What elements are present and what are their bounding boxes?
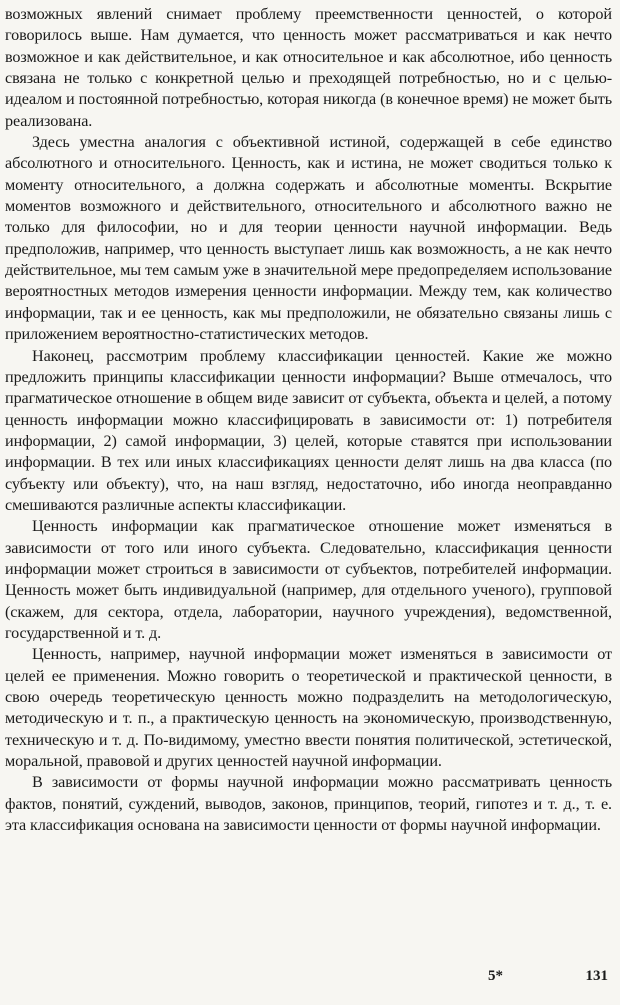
printer-signature: 5* xyxy=(488,968,503,984)
page-number: 131 xyxy=(585,968,608,984)
paragraph-4: Ценность информации как прагматическое отношение может изменяться в зависимости от того или иного субъекта. Следовательно, классификация ценности информации может строиться в зависимости от субъектов, потребителей информации. Ценность может быть индивидуальной (например, для отдельного ученого), групповой (скажем, для сектора, отдела, лаборатории, научного учреждения), ведомственной, государственной и т. д. xyxy=(5,517,612,642)
page-footer xyxy=(0,968,620,992)
page-body xyxy=(5,4,612,836)
paragraph-1: возможных явлений снимает проблему преемственности ценностей, о которой говорилось выше. Нам думается, что ценность может рассматриваться и как нечто возможное и как действительное, и как относительное и как абсолютное, ибо ценность связана не только с конкретной целью и преходящей потребностью, но и с целью-идеалом и постоянной потребностью, которая никогда (в конечное время) не может быть реализована. xyxy=(5,5,612,130)
paragraph-6: В зависимости от формы научной информации можно рассматривать ценность фактов, понятий, суждений, выводов, законов, принципов, теорий, гипотез и т. д., т. е. эта классификация основана на зависимости ценности от формы научной информации. xyxy=(5,773,612,835)
paragraph-5: Ценность, например, научной информации может изменяться в зависимости от целей ее применения. Можно говорить о теоретической и практической ценности, в свою очередь теоретическую ценность можно подразделить на методологическую, методическую и т. п., а практическую ценность на экономическую, производственную, техническую и т. д. По-видимому, уместно ввести понятия политической, эстетической, моральной, правовой и других ценностей научной информации. xyxy=(5,645,612,771)
paragraph-2: Здесь уместна аналогия с объективной истиной, содержащей в себе единство абсолютного и относительного. Ценность, как и истина, не может сводиться только к моменту относительного, а должна содержать и абсолютные моменты. Вскрытие моментов возможного и действительного, относительного и абсолютного важно не только для философии, но и для теории ценности научной информации. Ведь предположив, например, что ценность выступает лишь как возможность, а не как нечто действительное, мы тем самым уже в значительной мере предопределяем использование вероятностных методов измерения ценности информации. Между тем, как количество информации, так и ее ценность, как мы предположили, не обязательно связаны лишь с приложением вероятностно-статистических методов. xyxy=(5,133,612,344)
paragraph-3: Наконец, рассмотрим проблему классификации ценностей. Какие же можно предложить принципы классификации ценности информации? Выше отмечалось, что прагматическое отношение в общем виде зависит от субъекта, объекта и целей, а потому ценность информации можно классифицировать в зависимости от: 1) потребителя информации, 2) самой информации, 3) целей, которые ставятся при использовании информации. В тех или иных классификациях ценности делят лишь на два класса (по субъекту или объекту), что, на наш взгляд, недостаточно, ибо иногда неоправданно смешиваются различные аспекты классификации. xyxy=(5,346,612,514)
